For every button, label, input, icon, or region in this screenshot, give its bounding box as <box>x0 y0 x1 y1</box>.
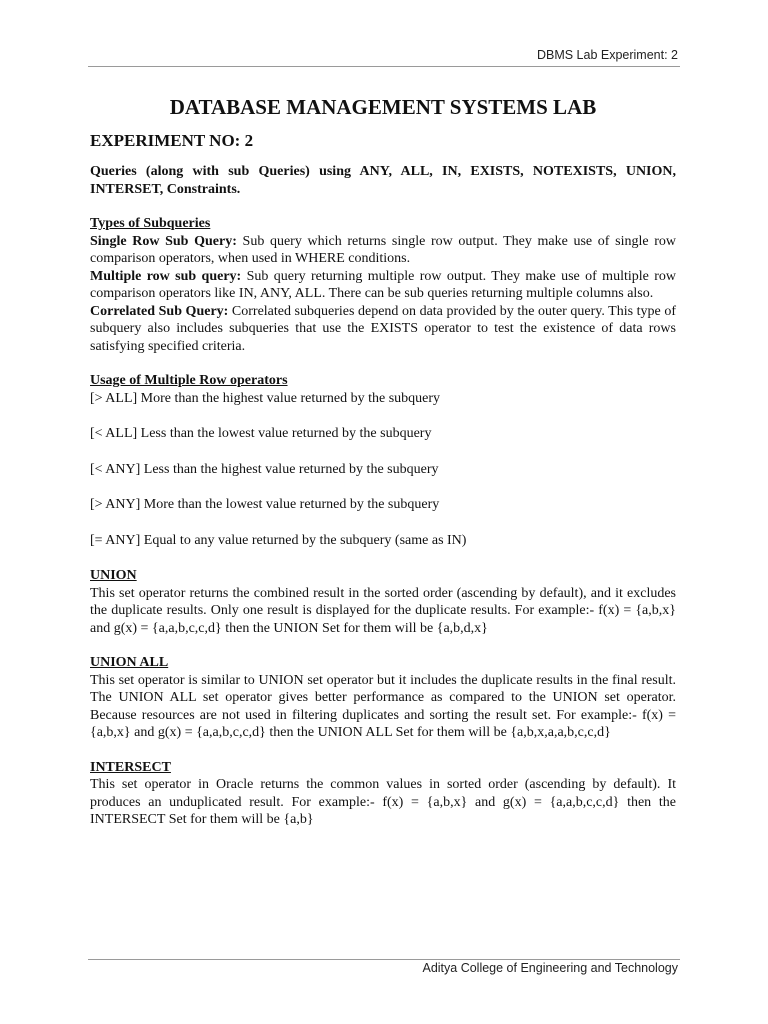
subquery-term: Single Row Sub Query: <box>90 233 237 249</box>
operator-item: [> ANY] More than the lowest value returned by the subquery <box>90 497 440 512</box>
subqueries-heading: Types of Subqueries <box>90 216 211 231</box>
operators-section <box>90 372 676 549</box>
operator-item: [= ANY] Equal to any value returned by the subquery (same as IN) <box>90 532 467 548</box>
subquery-term: Correlated Sub Query: <box>90 303 229 319</box>
union-all-section <box>90 654 676 742</box>
union-heading: UNION <box>90 568 137 583</box>
subquery-desc: Sub query returning multiple row output. They make use of multiple row comparison operators like IN, ANY, ALL. There can be sub queries returning multiple columns also. <box>90 268 676 301</box>
subquery-desc: Sub query which returns single row output. They make use of single row comparison operators, when used in WHERE conditions. <box>90 233 676 266</box>
page-footer: Aditya College of Engineering and Technology <box>422 961 678 975</box>
experiment-aim: Queries (along with sub Queries) using ANY, ALL, IN, EXISTS, NOTEXISTS, UNION, INTERSET, Constraints. <box>90 164 676 197</box>
operator-item: [< ALL] Less than the lowest value returned by the subquery <box>90 426 432 441</box>
union-all-text: This set operator is similar to UNION set operator but it includes the duplicate results in the final result. The UNION ALL set operator gives better performance as compared to the UNION set operator. Because resources are not used in filtering duplicates and sorting the result set. For example:- f(x) = {a,b,x} and g(x) = {a,a,b,c,c,d} then the UNION ALL Set for them will be {a,b,x,a,a,b,c,c,d} <box>90 672 676 740</box>
operators-heading: Usage of Multiple Row operators <box>90 373 288 388</box>
header-rule <box>88 66 680 67</box>
union-section <box>90 567 676 637</box>
intersect-text: This set operator in Oracle returns the common values in sorted order (ascending by default). It produces an unduplicated result. For example:- f(x) = {a,b,x} and g(x) = {a,a,b,c,c,d} then the INTERSECT Set for them will be {a,b} <box>90 777 676 827</box>
footer-rule <box>88 959 680 960</box>
subquery-desc: Correlated subqueries depend on data provided by the outer query. This type of subquery also includes subqueries that use the EXISTS operator to test the existence of data rows satisfying specified criteria. <box>90 303 676 354</box>
document-title: DATABASE MANAGEMENT SYSTEMS LAB <box>169 95 597 119</box>
document-body <box>90 94 676 846</box>
subquery-type <box>90 303 676 356</box>
operator-item: [> ALL] More than the highest value returned by the subquery <box>90 390 441 406</box>
experiment-number: EXPERIMENT NO: 2 <box>90 131 254 150</box>
intersect-section <box>90 759 676 829</box>
subquery-term: Multiple row sub query: <box>90 268 242 284</box>
subquery-type <box>90 268 676 303</box>
union-all-heading: UNION ALL <box>90 655 169 670</box>
union-text: This set operator returns the combined result in the sorted order (ascending by default), and it excludes the duplicate results. Only one result is displayed for the duplicate results. For example:- f(x) = {a,b,x} and g(x) = {a,a,b,c,c,d} then the UNION Set for them will be {a,b,d,x} <box>90 585 676 636</box>
intersect-heading: INTERSECT <box>90 759 171 775</box>
subquery-type <box>90 233 676 268</box>
page-header: DBMS Lab Experiment: 2 <box>536 48 678 62</box>
subqueries-section <box>90 215 676 355</box>
operator-item: [< ANY] Less than the highest value returned by the subquery <box>90 461 439 477</box>
